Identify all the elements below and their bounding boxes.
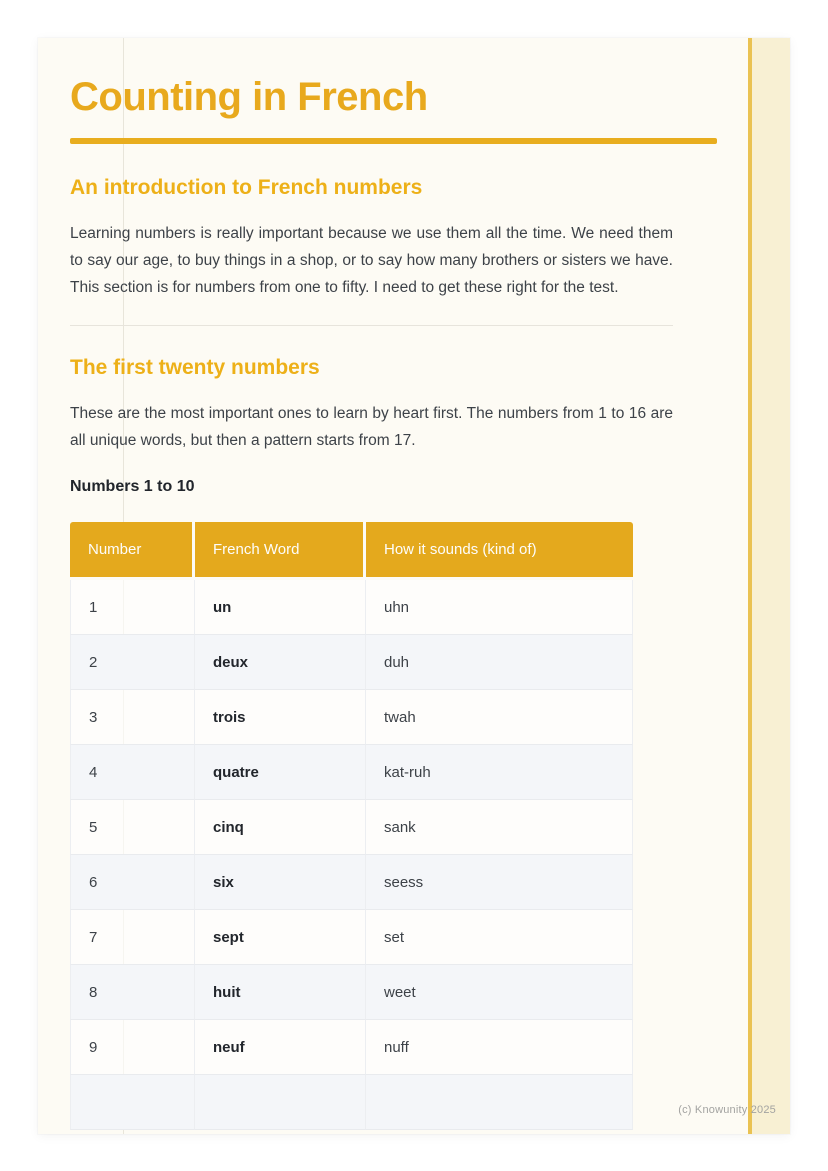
table-row	[70, 965, 633, 1020]
table-row	[70, 1020, 633, 1075]
cell-number: 5	[70, 800, 195, 855]
numbers-table	[70, 522, 633, 1130]
cell-number: 7	[70, 910, 195, 965]
cell-sound: nuff	[366, 1020, 633, 1075]
first-twenty-paragraph: These are the most important ones to learn by heart first. The numbers from 1 to 16 are all unique words, but then a pattern starts from 17.	[70, 405, 673, 449]
cell-sound	[366, 1075, 633, 1130]
section-heading-intro: An introduction to French numbers	[70, 176, 423, 199]
cell-number: 4	[70, 745, 195, 800]
cell-sound: seess	[366, 855, 633, 910]
cell-number: 8	[70, 965, 195, 1020]
table-row-partially-clipped	[70, 1075, 633, 1130]
table-subheading: Numbers 1 to 10	[70, 478, 195, 495]
table-row	[70, 910, 633, 965]
intro-paragraph: Learning numbers is really important because we use them all the time. We need them to say our age, to buy things in a shop, or to say how many brothers or sisters we have. This section is for numbers from one to fifty. I need to get these right for the test.	[70, 225, 673, 296]
table-row	[70, 800, 633, 855]
cell-number: 2	[70, 635, 195, 690]
document-page	[38, 38, 790, 1134]
column-header-number: Number	[70, 522, 195, 580]
cell-french-word: cinq	[195, 800, 366, 855]
table-row	[70, 690, 633, 745]
table-row	[70, 855, 633, 910]
table-row	[70, 580, 633, 635]
page-content	[38, 38, 790, 1130]
cell-number: 9	[70, 1020, 195, 1075]
cell-french-word	[195, 1075, 366, 1130]
numbers-table-body	[70, 580, 633, 1130]
cell-french-word: un	[195, 580, 366, 635]
cell-french-word: trois	[195, 690, 366, 745]
cell-sound: weet	[366, 965, 633, 1020]
cell-french-word: sept	[195, 910, 366, 965]
cell-french-word: quatre	[195, 745, 366, 800]
table-header-row	[70, 522, 633, 580]
cell-sound: kat-ruh	[366, 745, 633, 800]
cell-french-word: deux	[195, 635, 366, 690]
section-heading-first-twenty: The first twenty numbers	[70, 356, 320, 379]
numbers-table-header	[70, 522, 633, 580]
cell-french-word: neuf	[195, 1020, 366, 1075]
cell-sound: set	[366, 910, 633, 965]
cell-french-word: six	[195, 855, 366, 910]
cell-number: 3	[70, 690, 195, 745]
cell-sound: sank	[366, 800, 633, 855]
cell-number: 6	[70, 855, 195, 910]
column-header-french-word: French Word	[195, 522, 366, 580]
page-title: Counting in French	[70, 75, 428, 119]
watermark: (c) Knowunity 2025	[678, 1104, 776, 1116]
cell-sound: twah	[366, 690, 633, 745]
cell-number: 1	[70, 580, 195, 635]
column-header-how-it-sounds: How it sounds (kind of)	[366, 522, 633, 580]
title-underline	[70, 138, 717, 144]
cell-sound: duh	[366, 635, 633, 690]
cell-sound: uhn	[366, 580, 633, 635]
cell-number	[70, 1075, 195, 1130]
section-divider	[70, 325, 673, 326]
cell-french-word: huit	[195, 965, 366, 1020]
table-row	[70, 745, 633, 800]
table-row	[70, 635, 633, 690]
